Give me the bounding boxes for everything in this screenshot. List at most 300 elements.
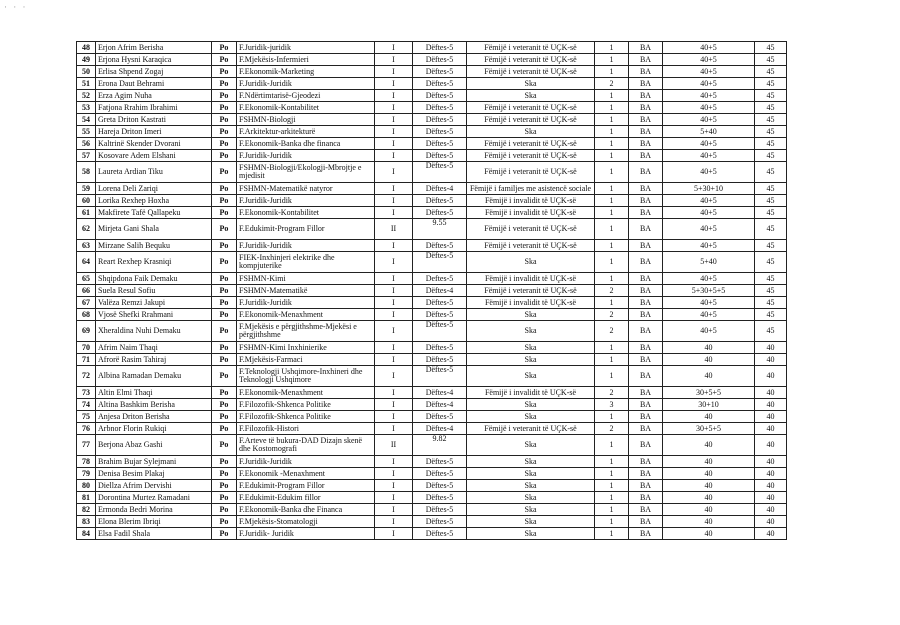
row-number-cell: 64 bbox=[77, 252, 96, 273]
student-name-cell: Dorontina Murtez Ramadani bbox=[96, 492, 212, 504]
level-cell: I bbox=[375, 456, 413, 468]
faculty-program-cell: FSHMN-Biologji bbox=[237, 114, 375, 126]
table-row bbox=[77, 387, 787, 399]
total-points-cell: 40 bbox=[755, 504, 787, 516]
student-name-cell: Altina Bashkim Berisha bbox=[96, 399, 212, 411]
degree-cell: BA bbox=[629, 387, 663, 399]
applied-flag-cell: Po bbox=[212, 219, 237, 240]
degree-cell: BA bbox=[629, 54, 663, 66]
degree-cell: BA bbox=[629, 273, 663, 285]
table-row bbox=[77, 42, 787, 54]
points-cell: 40 bbox=[663, 411, 755, 423]
points-cell: 5+40 bbox=[663, 126, 755, 138]
level-cell: I bbox=[375, 183, 413, 195]
level-cell: I bbox=[375, 342, 413, 354]
count-cell: 1 bbox=[595, 492, 629, 504]
faculty-program-cell: FSHMN-Biologji/Ekologji-Mbrojtje e mjedisit bbox=[237, 162, 375, 183]
student-name-cell: Denisa Besim Plakaj bbox=[96, 468, 212, 480]
points-cell: 40+5 bbox=[663, 114, 755, 126]
student-name-cell: Kaltrinë Skender Dvorani bbox=[96, 138, 212, 150]
points-cell: 40 bbox=[663, 492, 755, 504]
row-number-cell: 65 bbox=[77, 273, 96, 285]
student-name-cell: Lorena Deli Zariqi bbox=[96, 183, 212, 195]
count-cell: 1 bbox=[595, 528, 629, 540]
category-cell: Fëmijë i veteranit të UÇK-së bbox=[467, 42, 595, 54]
row-number-cell: 68 bbox=[77, 309, 96, 321]
applied-flag-cell: Po bbox=[212, 150, 237, 162]
count-cell: 1 bbox=[595, 480, 629, 492]
table-row bbox=[77, 66, 787, 78]
degree-cell: BA bbox=[629, 42, 663, 54]
table-body bbox=[77, 42, 787, 540]
category-cell: Fëmijë i veteranit të UÇK-së bbox=[467, 54, 595, 66]
degree-cell: BA bbox=[629, 219, 663, 240]
total-points-cell: 45 bbox=[755, 195, 787, 207]
points-cell: 40 bbox=[663, 366, 755, 387]
student-name-cell: Anjesa Driton Berisha bbox=[96, 411, 212, 423]
faculty-program-cell: F.Arteve të bukura-DAD Dizajn skenë dhe Kostomografi bbox=[237, 435, 375, 456]
points-cell: 40 bbox=[663, 456, 755, 468]
applied-flag-cell: Po bbox=[212, 468, 237, 480]
total-points-cell: 45 bbox=[755, 66, 787, 78]
row-number-cell: 73 bbox=[77, 387, 96, 399]
total-points-cell: 40 bbox=[755, 423, 787, 435]
degree-cell: BA bbox=[629, 309, 663, 321]
points-cell: 40+5 bbox=[663, 207, 755, 219]
student-name-cell: Diellza Afrim Dervishi bbox=[96, 480, 212, 492]
level-cell: I bbox=[375, 102, 413, 114]
applied-flag-cell: Po bbox=[212, 321, 237, 342]
faculty-program-cell: F.Mjekësis-Farmaci bbox=[237, 354, 375, 366]
grade-cell: Dëftes-5 bbox=[413, 354, 467, 366]
faculty-program-cell: F.Juridik-Juridik bbox=[237, 297, 375, 309]
category-cell: Fëmijë i veteranit të UÇK-së bbox=[467, 138, 595, 150]
count-cell: 1 bbox=[595, 162, 629, 183]
grade-cell: Dëftes-5 bbox=[413, 66, 467, 78]
category-cell: Ska bbox=[467, 90, 595, 102]
applied-flag-cell: Po bbox=[212, 252, 237, 273]
points-cell: 40 bbox=[663, 342, 755, 354]
points-cell: 40+5 bbox=[663, 195, 755, 207]
degree-cell: BA bbox=[629, 435, 663, 456]
level-cell: I bbox=[375, 126, 413, 138]
points-cell: 40+5 bbox=[663, 138, 755, 150]
degree-cell: BA bbox=[629, 354, 663, 366]
faculty-program-cell: F.Mjekësis-Stomatologji bbox=[237, 516, 375, 528]
total-points-cell: 40 bbox=[755, 366, 787, 387]
points-cell: 40+5 bbox=[663, 78, 755, 90]
points-cell: 40 bbox=[663, 528, 755, 540]
table-row bbox=[77, 78, 787, 90]
applied-flag-cell: Po bbox=[212, 411, 237, 423]
points-cell: 40 bbox=[663, 516, 755, 528]
count-cell: 2 bbox=[595, 78, 629, 90]
degree-cell: BA bbox=[629, 240, 663, 252]
total-points-cell: 45 bbox=[755, 321, 787, 342]
total-points-cell: 45 bbox=[755, 285, 787, 297]
points-cell: 40 bbox=[663, 354, 755, 366]
points-cell: 40 bbox=[663, 504, 755, 516]
table-row bbox=[77, 114, 787, 126]
faculty-program-cell: F.Ekonomik-Banka dhe financa bbox=[237, 138, 375, 150]
points-cell: 40+5 bbox=[663, 102, 755, 114]
row-number-cell: 71 bbox=[77, 354, 96, 366]
student-name-cell: Kosovare Adem Elshani bbox=[96, 150, 212, 162]
faculty-program-cell: F.Ndërtimtarisë-Gjeodezi bbox=[237, 90, 375, 102]
degree-cell: BA bbox=[629, 150, 663, 162]
level-cell: I bbox=[375, 90, 413, 102]
category-cell: Fëmijë i veteranit të UÇK-së bbox=[467, 150, 595, 162]
table-row bbox=[77, 207, 787, 219]
table-row bbox=[77, 252, 787, 273]
category-cell: Ska bbox=[467, 78, 595, 90]
grade-cell: Dëftes-5 bbox=[413, 138, 467, 150]
applied-flag-cell: Po bbox=[212, 285, 237, 297]
faculty-program-cell: F.Filozofik-Histori bbox=[237, 423, 375, 435]
total-points-cell: 45 bbox=[755, 126, 787, 138]
count-cell: 2 bbox=[595, 387, 629, 399]
count-cell: 1 bbox=[595, 456, 629, 468]
table-row bbox=[77, 219, 787, 240]
student-name-cell: Makfirete Tafë Qallapeku bbox=[96, 207, 212, 219]
count-cell: 1 bbox=[595, 411, 629, 423]
faculty-program-cell: F.Ekonomik-Banka dhe Financa bbox=[237, 504, 375, 516]
row-number-cell: 84 bbox=[77, 528, 96, 540]
grade-cell: Dëftes-5 bbox=[413, 504, 467, 516]
category-cell: Ska bbox=[467, 456, 595, 468]
student-name-cell: Laureta Ardian Tiku bbox=[96, 162, 212, 183]
grade-cell: Dëftes-5 bbox=[413, 342, 467, 354]
grade-cell: Dëftes-4 bbox=[413, 387, 467, 399]
table-row bbox=[77, 240, 787, 252]
category-cell: Ska bbox=[467, 504, 595, 516]
count-cell: 1 bbox=[595, 240, 629, 252]
table-row bbox=[77, 183, 787, 195]
points-cell: 40+5 bbox=[663, 54, 755, 66]
level-cell: I bbox=[375, 207, 413, 219]
student-name-cell: Hareja Driton Imeri bbox=[96, 126, 212, 138]
applied-flag-cell: Po bbox=[212, 366, 237, 387]
degree-cell: BA bbox=[629, 342, 663, 354]
applied-flag-cell: Po bbox=[212, 297, 237, 309]
points-cell: 40+5 bbox=[663, 66, 755, 78]
applied-flag-cell: Po bbox=[212, 528, 237, 540]
row-number-cell: 49 bbox=[77, 54, 96, 66]
degree-cell: BA bbox=[629, 366, 663, 387]
level-cell: I bbox=[375, 66, 413, 78]
faculty-program-cell: F.Juridik-juridik bbox=[237, 42, 375, 54]
degree-cell: BA bbox=[629, 321, 663, 342]
level-cell: I bbox=[375, 240, 413, 252]
level-cell: I bbox=[375, 54, 413, 66]
applied-flag-cell: Po bbox=[212, 54, 237, 66]
points-cell: 30+5+5 bbox=[663, 423, 755, 435]
faculty-program-cell: F.Ekonomik -Menaxhment bbox=[237, 468, 375, 480]
table-row bbox=[77, 480, 787, 492]
grade-cell: Dëftes-5 bbox=[413, 78, 467, 90]
grade-cell: Dëftes-5 bbox=[413, 456, 467, 468]
applied-flag-cell: Po bbox=[212, 354, 237, 366]
applied-flag-cell: Po bbox=[212, 138, 237, 150]
grade-cell: Dëftes-5 bbox=[413, 321, 467, 342]
level-cell: I bbox=[375, 195, 413, 207]
applied-flag-cell: Po bbox=[212, 102, 237, 114]
faculty-program-cell: F.Arkitektur-arkitekturë bbox=[237, 126, 375, 138]
level-cell: I bbox=[375, 150, 413, 162]
applied-flag-cell: Po bbox=[212, 66, 237, 78]
student-name-cell: Ermonda Bedri Morina bbox=[96, 504, 212, 516]
degree-cell: BA bbox=[629, 114, 663, 126]
student-name-cell: Altin Elmi Thaqi bbox=[96, 387, 212, 399]
category-cell: Ska bbox=[467, 399, 595, 411]
student-name-cell: Elsa Fadil Shala bbox=[96, 528, 212, 540]
category-cell: Fëmijë i invalidit të UÇK-së bbox=[467, 297, 595, 309]
applied-flag-cell: Po bbox=[212, 240, 237, 252]
row-number-cell: 60 bbox=[77, 195, 96, 207]
level-cell: I bbox=[375, 504, 413, 516]
applied-flag-cell: Po bbox=[212, 435, 237, 456]
table-row bbox=[77, 90, 787, 102]
level-cell: I bbox=[375, 516, 413, 528]
points-cell: 5+40 bbox=[663, 252, 755, 273]
table-row bbox=[77, 195, 787, 207]
row-number-cell: 78 bbox=[77, 456, 96, 468]
points-cell: 40+5 bbox=[663, 150, 755, 162]
table-row bbox=[77, 102, 787, 114]
grade-cell: Dëftes-4 bbox=[413, 423, 467, 435]
table-row bbox=[77, 150, 787, 162]
table-row bbox=[77, 297, 787, 309]
applied-flag-cell: Po bbox=[212, 480, 237, 492]
category-cell: Ska bbox=[467, 342, 595, 354]
degree-cell: BA bbox=[629, 66, 663, 78]
level-cell: I bbox=[375, 321, 413, 342]
grade-cell: Dëftes-5 bbox=[413, 411, 467, 423]
points-cell: 40+5 bbox=[663, 240, 755, 252]
applied-flag-cell: Po bbox=[212, 90, 237, 102]
grade-cell: Dëftes-4 bbox=[413, 285, 467, 297]
row-number-cell: 59 bbox=[77, 183, 96, 195]
total-points-cell: 45 bbox=[755, 183, 787, 195]
table-row bbox=[77, 504, 787, 516]
degree-cell: BA bbox=[629, 285, 663, 297]
applied-flag-cell: Po bbox=[212, 423, 237, 435]
applied-flag-cell: Po bbox=[212, 399, 237, 411]
count-cell: 1 bbox=[595, 297, 629, 309]
category-cell: Fëmijë i veteranit të UÇK-së bbox=[467, 240, 595, 252]
points-cell: 40 bbox=[663, 435, 755, 456]
grade-cell: Dëftes-5 bbox=[413, 516, 467, 528]
points-cell: 40+5 bbox=[663, 90, 755, 102]
scan-artifact: · · · bbox=[4, 2, 28, 12]
category-cell: Fëmijë i familjes me asistencë sociale bbox=[467, 183, 595, 195]
applied-flag-cell: Po bbox=[212, 42, 237, 54]
table-row bbox=[77, 456, 787, 468]
category-cell: Fëmijë i veteranit të UÇK-së bbox=[467, 102, 595, 114]
table-row bbox=[77, 162, 787, 183]
points-cell: 40+5 bbox=[663, 162, 755, 183]
total-points-cell: 40 bbox=[755, 516, 787, 528]
grade-cell: Dëftes-5 bbox=[413, 309, 467, 321]
category-cell: Ska bbox=[467, 252, 595, 273]
count-cell: 1 bbox=[595, 504, 629, 516]
degree-cell: BA bbox=[629, 516, 663, 528]
student-name-cell: Greta Driton Kastrati bbox=[96, 114, 212, 126]
table-row bbox=[77, 342, 787, 354]
applied-flag-cell: Po bbox=[212, 504, 237, 516]
student-name-cell: Xheraldina Nuhi Demaku bbox=[96, 321, 212, 342]
count-cell: 1 bbox=[595, 273, 629, 285]
total-points-cell: 40 bbox=[755, 492, 787, 504]
count-cell: 1 bbox=[595, 468, 629, 480]
category-cell: Ska bbox=[467, 354, 595, 366]
table-row bbox=[77, 138, 787, 150]
count-cell: 1 bbox=[595, 126, 629, 138]
degree-cell: BA bbox=[629, 504, 663, 516]
faculty-program-cell: F.Edukimit-Program Fillor bbox=[237, 219, 375, 240]
faculty-program-cell: F.Ekonomik-Kontabilitet bbox=[237, 102, 375, 114]
faculty-program-cell: FIEK-Inxhinjeri elektrike dhe kompjuterike bbox=[237, 252, 375, 273]
count-cell: 1 bbox=[595, 150, 629, 162]
category-cell: Ska bbox=[467, 492, 595, 504]
category-cell: Fëmijë i invalidit të UÇK-së bbox=[467, 387, 595, 399]
total-points-cell: 45 bbox=[755, 252, 787, 273]
student-name-cell: Erjon Afrim Berisha bbox=[96, 42, 212, 54]
row-number-cell: 69 bbox=[77, 321, 96, 342]
count-cell: 1 bbox=[595, 183, 629, 195]
table-row bbox=[77, 354, 787, 366]
grade-cell: Dëftes-5 bbox=[413, 528, 467, 540]
category-cell: Ska bbox=[467, 468, 595, 480]
category-cell: Fëmijë i veteranit të UÇK-së bbox=[467, 162, 595, 183]
row-number-cell: 77 bbox=[77, 435, 96, 456]
row-number-cell: 81 bbox=[77, 492, 96, 504]
student-name-cell: Albina Ramadan Demaku bbox=[96, 366, 212, 387]
category-cell: Ska bbox=[467, 516, 595, 528]
grade-cell: Dëftes-5 bbox=[413, 150, 467, 162]
level-cell: I bbox=[375, 309, 413, 321]
level-cell: I bbox=[375, 480, 413, 492]
table-row bbox=[77, 423, 787, 435]
level-cell: I bbox=[375, 354, 413, 366]
grade-cell: Dëftes-4 bbox=[413, 183, 467, 195]
row-number-cell: 83 bbox=[77, 516, 96, 528]
faculty-program-cell: F.Ekonomik-Menaxhment bbox=[237, 387, 375, 399]
row-number-cell: 50 bbox=[77, 66, 96, 78]
faculty-program-cell: F.Ekonomik-Menaxhment bbox=[237, 309, 375, 321]
total-points-cell: 45 bbox=[755, 207, 787, 219]
row-number-cell: 56 bbox=[77, 138, 96, 150]
count-cell: 1 bbox=[595, 54, 629, 66]
category-cell: Ska bbox=[467, 411, 595, 423]
student-name-cell: Lorika Rexhep Hoxha bbox=[96, 195, 212, 207]
degree-cell: BA bbox=[629, 162, 663, 183]
degree-cell: BA bbox=[629, 207, 663, 219]
table-row bbox=[77, 468, 787, 480]
grade-cell: 9.55 bbox=[413, 219, 467, 240]
degree-cell: BA bbox=[629, 468, 663, 480]
total-points-cell: 45 bbox=[755, 297, 787, 309]
degree-cell: BA bbox=[629, 138, 663, 150]
count-cell: 1 bbox=[595, 195, 629, 207]
category-cell: Fëmijë i veteranit të UÇK-së bbox=[467, 423, 595, 435]
grade-cell: Dëftes-5 bbox=[413, 492, 467, 504]
degree-cell: BA bbox=[629, 297, 663, 309]
level-cell: I bbox=[375, 492, 413, 504]
student-name-cell: Fatjona Rrahim Ibrahimi bbox=[96, 102, 212, 114]
student-name-cell: Arbnor Florin Rukiqi bbox=[96, 423, 212, 435]
count-cell: 1 bbox=[595, 435, 629, 456]
table-row bbox=[77, 435, 787, 456]
points-cell: 40+5 bbox=[663, 321, 755, 342]
applied-flag-cell: Po bbox=[212, 162, 237, 183]
category-cell: Fëmijë i invalidit të UÇK-së bbox=[467, 195, 595, 207]
total-points-cell: 40 bbox=[755, 435, 787, 456]
total-points-cell: 40 bbox=[755, 480, 787, 492]
grade-cell: Dëftes-5 bbox=[413, 195, 467, 207]
applied-flag-cell: Po bbox=[212, 195, 237, 207]
student-name-cell: Valëza Remzi Jakupi bbox=[96, 297, 212, 309]
level-cell: I bbox=[375, 468, 413, 480]
level-cell: I bbox=[375, 162, 413, 183]
grade-cell: Dëftes-5 bbox=[413, 240, 467, 252]
category-cell: Fëmijë i invalidit të UÇK-së bbox=[467, 273, 595, 285]
points-cell: 5+30+5+5 bbox=[663, 285, 755, 297]
row-number-cell: 75 bbox=[77, 411, 96, 423]
row-number-cell: 76 bbox=[77, 423, 96, 435]
faculty-program-cell: FSHMN-Kimi bbox=[237, 273, 375, 285]
total-points-cell: 45 bbox=[755, 90, 787, 102]
category-cell: Ska bbox=[467, 528, 595, 540]
level-cell: II bbox=[375, 435, 413, 456]
applied-flag-cell: Po bbox=[212, 516, 237, 528]
degree-cell: BA bbox=[629, 492, 663, 504]
grade-cell: Dëftes-4 bbox=[413, 399, 467, 411]
table-row bbox=[77, 399, 787, 411]
faculty-program-cell: F.Juridik- Juridik bbox=[237, 528, 375, 540]
faculty-program-cell: FSHMN-Kimi Inxhinierike bbox=[237, 342, 375, 354]
student-name-cell: Mirzane Salih Bequku bbox=[96, 240, 212, 252]
count-cell: 1 bbox=[595, 102, 629, 114]
grade-cell: Dëftes-5 bbox=[413, 366, 467, 387]
applied-flag-cell: Po bbox=[212, 78, 237, 90]
total-points-cell: 45 bbox=[755, 150, 787, 162]
total-points-cell: 45 bbox=[755, 219, 787, 240]
category-cell: Ska bbox=[467, 435, 595, 456]
faculty-program-cell: FSHMN-Matematikë natyror bbox=[237, 183, 375, 195]
level-cell: I bbox=[375, 42, 413, 54]
row-number-cell: 66 bbox=[77, 285, 96, 297]
total-points-cell: 40 bbox=[755, 387, 787, 399]
table-row bbox=[77, 273, 787, 285]
faculty-program-cell: F.Juridik-Juridik bbox=[237, 150, 375, 162]
total-points-cell: 45 bbox=[755, 138, 787, 150]
student-name-cell: Afrim Naim Thaqi bbox=[96, 342, 212, 354]
student-name-cell: Shqipdona Faik Demaku bbox=[96, 273, 212, 285]
faculty-program-cell: F.Filozofik-Shkenca Politike bbox=[237, 411, 375, 423]
applied-flag-cell: Po bbox=[212, 114, 237, 126]
level-cell: I bbox=[375, 252, 413, 273]
level-cell: I bbox=[375, 78, 413, 90]
degree-cell: BA bbox=[629, 102, 663, 114]
total-points-cell: 40 bbox=[755, 411, 787, 423]
points-cell: 40+5 bbox=[663, 42, 755, 54]
points-cell: 30+5+5 bbox=[663, 387, 755, 399]
count-cell: 1 bbox=[595, 516, 629, 528]
table-row bbox=[77, 54, 787, 66]
table-row bbox=[77, 285, 787, 297]
count-cell: 1 bbox=[595, 90, 629, 102]
